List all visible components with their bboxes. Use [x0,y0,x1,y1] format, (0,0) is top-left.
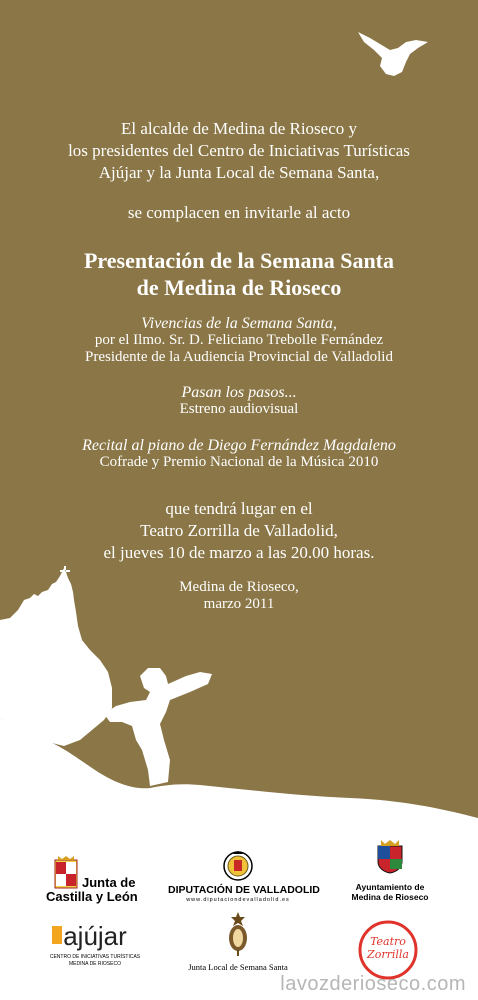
dipu-crest-icon [223,850,253,882]
dipu-url: www.diputaciondevalladolid.es [186,897,290,903]
intro-text [0,118,478,184]
logo-ajujar [40,920,150,976]
intro-line: Ajújar y la Junta Local de Semana Santa, [98,163,380,182]
ayto-label [340,882,440,902]
program-item-line: Cofrade y Premio Nacional de la Música 2010 [99,454,379,470]
program-item-title: Recital al piano de Diego Fernández Magdaleno [82,437,396,454]
program-item-line: Presidente de la Audiencia Provincial de Valladolid [85,349,393,365]
watermark: lavozderioseco.com [280,973,466,995]
ajujar-wordmark: ajújar [63,921,127,951]
jcyl-label [82,876,135,890]
logo-junta-castilla-leon [46,852,150,906]
venue-line: Teatro Zorrilla de Valladolid, [140,521,338,540]
jcyl-label-line: Castilla y León [46,889,138,904]
teatro-label-line: Teatro [370,935,406,948]
event-title-line: Presentación de la Semana Santa [83,248,395,273]
logo-teatro-zorrilla [358,920,418,980]
logo-diputacion-valladolid [168,850,320,906]
place-line: Medina de Rioseco, [179,579,299,595]
dipu-label: DIPUTACIÓN DE VALLADOLID [168,884,320,896]
ajujar-subtitle-line: MEDINA DE RIOSECO [69,961,121,967]
program-item-talk [0,315,478,366]
ayto-label-line: Medina de Rioseco [351,892,429,902]
invite-line: se complacen en invitarle al acto [127,203,351,222]
intro-line: El alcalde de Medina de Rioseco y [120,119,358,138]
ajujar-accent-icon [52,926,62,944]
program-item-title: Vivencias de la Semana Santa, [141,315,337,332]
place-line: marzo 2011 [203,596,275,612]
ayto-label-line: Ayuntamiento de [355,882,425,892]
program-item-title: Pasan los pasos... [181,384,297,401]
jcyl-label-line: Junta de [82,875,136,890]
program-item-recital [0,437,478,471]
program-item-audiovisual [0,384,478,418]
ajujar-subtitle-line: CENTRO DE INICIATIVAS TURÍSTICAS [49,954,141,960]
jcyl-crest-icon [54,856,78,890]
logo-junta-local-semana-santa [178,912,298,976]
jcyl-label-2 [46,890,138,904]
place-date [0,579,478,613]
teatro-label-line: Zorrilla [367,948,409,961]
junta-emblem-icon [223,912,253,956]
program-item-line: Estreno audiovisual [179,401,299,417]
venue-line: el jueves 10 de marzo a las 20.00 horas. [103,543,375,562]
junta-label: Junta Local de Semana Santa [188,962,288,972]
program-item-line: por el Ilmo. Sr. D. Feliciano Trebolle Fernández [94,332,384,348]
event-title-line: de Medina de Rioseco [136,275,342,300]
teatro-label [358,935,418,961]
ayto-crest-icon [375,840,405,874]
intro-line: los presidentes del Centro de Iniciativas Turísticas [68,141,410,160]
event-title [0,247,478,301]
logo-ayuntamiento-rioseco [340,840,440,906]
ajujar-subtitle [40,954,150,968]
venue-line: que tendrá lugar en el [165,499,313,518]
venue-text [0,498,478,564]
